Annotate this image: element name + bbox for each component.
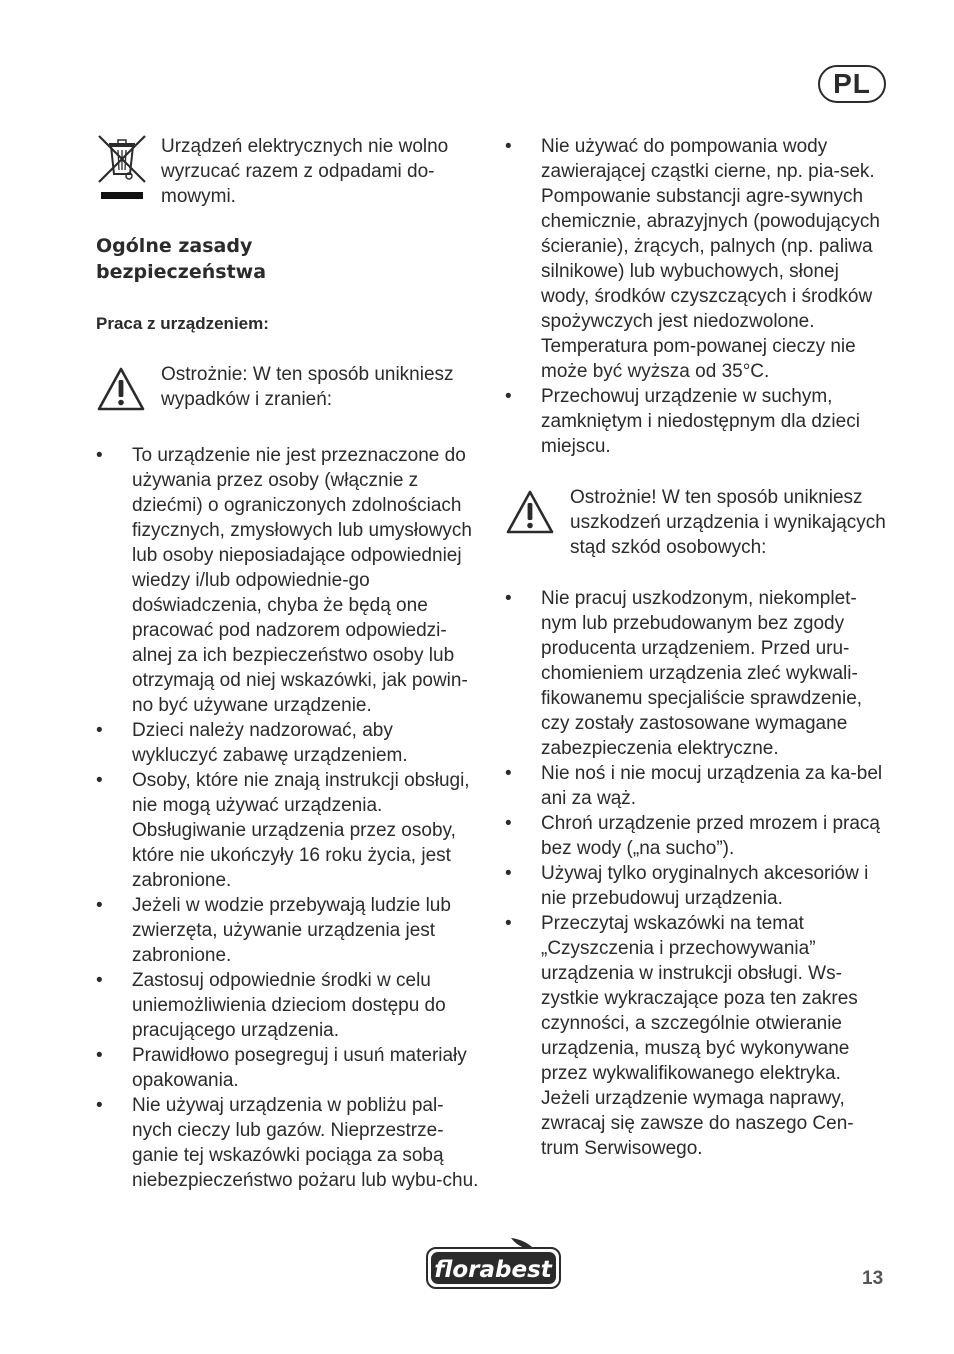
list-item: • Nie używaj urządzenia w pobliżu pal-nych cieczy lub gazów. Nieprzestrze-ganie tej wskazówki pociąga za sobą niebezpieczeństwo pożaru lub wybu-chu. <box>96 1093 480 1193</box>
safety-list-right-top <box>505 134 887 459</box>
list-item: • Chroń urządzenie przed mrozem i pracą bez wody („na sucho”). <box>505 811 887 861</box>
weee-notice-text: Urządzeń elektrycznych nie wolno wyrzucać razem z odpadami do-mowymi. <box>161 136 449 207</box>
list-item: • Zastosuj odpowiednie środki w celu uniemożliwienia dzieciom dostępu do pracującego urządzenia. <box>96 968 480 1043</box>
section-title-line1: Ogólne zasady <box>96 235 253 257</box>
left-column <box>96 134 480 1193</box>
list-item: • Osoby, które nie znają instrukcji obsługi, nie mogą używać urządzenia. Obsługiwanie urządzenia przez osoby, które nie ukończyły 16 roku życia, jest zabronione. <box>96 768 480 893</box>
warning-triangle-icon <box>505 485 570 540</box>
list-item: • Nie noś i nie mocuj urządzenia za ka-bel ani za wąż. <box>505 761 887 811</box>
language-badge: PL <box>818 65 886 103</box>
list-item: • To urządzenie nie jest przeznaczone do używania przez osoby (włącznie z dziećmi) o ograniczonych zdolnościach fizycznych, zmysłowych lub umysłowych lub osoby nieposiadające odpowiedniej wiedzy i/lub odpowiednie-go doświadczenia, chyba że będą one pracować pod nadzorem odpowiedzi-alnej za ich bezpieczeństwo osoby lub otrzymają od niej wskazówki, jak powin-no być używane urządzenie. <box>96 443 480 718</box>
safety-list-left <box>96 443 480 1193</box>
list-item: • Jeżeli w wodzie przebywają ludzie lub zwierzęta, używanie urządzenia jest zabronione. <box>96 893 480 968</box>
list-item: • Nie pracuj uszkodzonym, niekomplet-nym lub przebudowanym bez zgody producenta urządzeniem. Przed uru-chomieniem urządzenia zleć wykwali-fikowanemu specjaliście sprawdzenie, czy zostały zastosowane wymagane zabezpieczenia elektryczne. <box>505 586 887 761</box>
caution-notice-right <box>505 485 887 560</box>
page-number: 13 <box>862 1268 884 1289</box>
crossed-out-bin-icon <box>96 134 161 205</box>
caution-text-right: Ostrożnie! W ten sposób unikniesz uszkodzeń urządzenia i wynikających stąd szkód osobowych: <box>570 487 886 558</box>
list-item: • Używaj tylko oryginalnych akcesoriów i nie przebudowuj urządzenia. <box>505 861 887 911</box>
list-item: • Przeczytaj wskazówki na temat „Czyszczenia i przechowywania” urządzenia w instrukcji obsługi. Ws-zystkie wykraczające poza ten zakres czynności, a szczególnie otwieranie urządzenia, muszą być wykonywane przez wykwalifikowanego elektryka. Jeżeli urządzenie wymaga naprawy, zwracaj się zawsze do naszego Cen-trum Serwisowego. <box>505 911 887 1161</box>
safety-list-right-bottom <box>505 586 887 1161</box>
caution-notice-left <box>96 362 480 417</box>
brand-logo-text: florabest <box>434 1257 552 1283</box>
right-column <box>505 134 887 1161</box>
warning-triangle-icon <box>96 362 161 417</box>
list-item: • Nie używać do pompowania wody zawierającej cząstki cierne, np. pia-sek. Pompowanie substancji agre-sywnych chemicznie, abrazyjnych (powodujących ścieranie), żrących, palnych (np. paliwa silnikowe) lub wybuchowych, słonej wody, środków czyszczących i środków spożywczych jest niedozwolone. Temperatura pom-powanej cieczy nie może być wyższa od 35°C. <box>505 134 887 384</box>
list-item: • Dzieci należy nadzorować, aby wykluczyć zabawę urządzeniem. <box>96 718 480 768</box>
brand-logo <box>425 1236 562 1290</box>
list-item: • Przechowuj urządzenie w suchym, zamkniętym i niedostępnym dla dzieci miejscu. <box>505 384 887 459</box>
list-item: • Prawidłowo posegreguj i usuń materiały opakowania. <box>96 1043 480 1093</box>
section-title-line2: bezpieczeństwa <box>96 261 267 283</box>
subheading: Praca z urządzeniem: <box>96 314 269 333</box>
section-title <box>96 233 480 285</box>
caution-text-left: Ostrożnie: W ten sposób unikniesz wypadków i zranień: <box>161 364 454 410</box>
weee-notice <box>96 134 480 209</box>
